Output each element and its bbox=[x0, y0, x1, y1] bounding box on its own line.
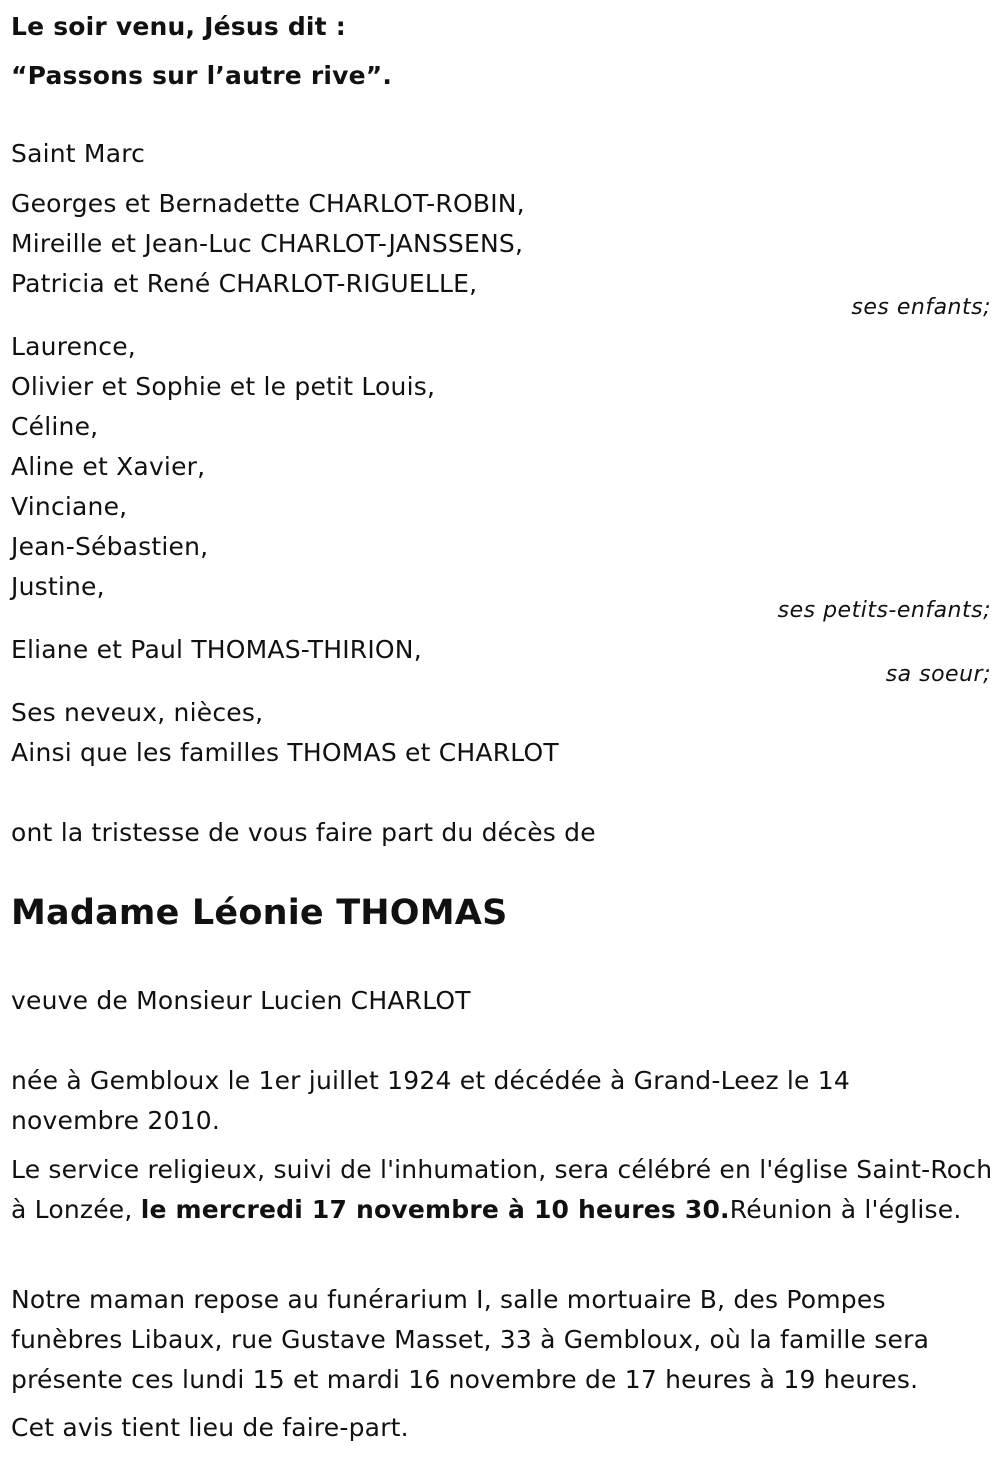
grandchildren-role: ses petits-enfants; bbox=[777, 598, 991, 623]
service-meeting: Réunion à l'église. bbox=[729, 1195, 962, 1224]
children-block bbox=[11, 184, 991, 304]
others-line-2: Ainsi que les familles THOMAS et CHARLOT bbox=[11, 738, 559, 767]
closing-text: Cet avis tient lieu de faire-part. bbox=[11, 1413, 409, 1442]
others-block bbox=[11, 693, 991, 773]
grandchild-entry: Céline, bbox=[11, 412, 99, 441]
sister-role: sa soeur; bbox=[885, 662, 991, 687]
grandchild-entry: Aline et Xavier, bbox=[11, 452, 206, 481]
grandchild-entry: Olivier et Sophie et le petit Louis, bbox=[11, 372, 436, 401]
grandchildren-block bbox=[11, 327, 991, 607]
quote-attribution: Saint Marc bbox=[11, 139, 146, 168]
announcement-text: ont la tristesse de vous faire part du décès de bbox=[11, 818, 596, 847]
children-role: ses enfants; bbox=[851, 295, 991, 320]
grandchild-entry: Laurence, bbox=[11, 332, 136, 361]
others-line-1: Ses neveux, nièces, bbox=[11, 698, 264, 727]
service-paragraph bbox=[11, 1150, 996, 1230]
deceased-name: Madame Léonie THOMAS bbox=[11, 893, 508, 933]
quote-line-1: Le soir venu, Jésus dit : bbox=[11, 12, 346, 41]
birth-death-text: née à Gembloux le 1er juillet 1924 et décédée à Grand-Leez le 14 novembre 2010. bbox=[11, 1066, 850, 1135]
widow-of-text: veuve de Monsieur Lucien CHARLOT bbox=[11, 986, 471, 1015]
grandchild-entry: Vinciane, bbox=[11, 492, 128, 521]
quote-line-2: “Passons sur l’autre rive”. bbox=[11, 61, 393, 90]
grandchild-entry: Justine, bbox=[11, 572, 105, 601]
child-entry: Mireille et Jean-Luc CHARLOT-JANSSENS, bbox=[11, 229, 524, 258]
rest-paragraph: Notre maman repose au funérarium I, salle mortuaire B, des Pompes funèbres Libaux, rue Gustave Masset, 33 à Gembloux, où la famille sera présente ces lundi 15 et mardi 16 novembre de 17 heures à 19 heures. bbox=[11, 1285, 930, 1394]
service-datetime: le mercredi 17 novembre à 10 heures 30. bbox=[140, 1195, 730, 1224]
service-intro: Le service religieux, suivi de l'inhumation, sera célébré en l'église Saint-Roch à Lonzée, bbox=[11, 1155, 993, 1224]
grandchild-entry: Jean-Sébastien, bbox=[11, 532, 209, 561]
sister-entry: Eliane et Paul THOMAS-THIRION, bbox=[11, 635, 422, 664]
child-entry: Georges et Bernadette CHARLOT-ROBIN, bbox=[11, 189, 525, 218]
child-entry: Patricia et René CHARLOT-RIGUELLE, bbox=[11, 269, 478, 298]
